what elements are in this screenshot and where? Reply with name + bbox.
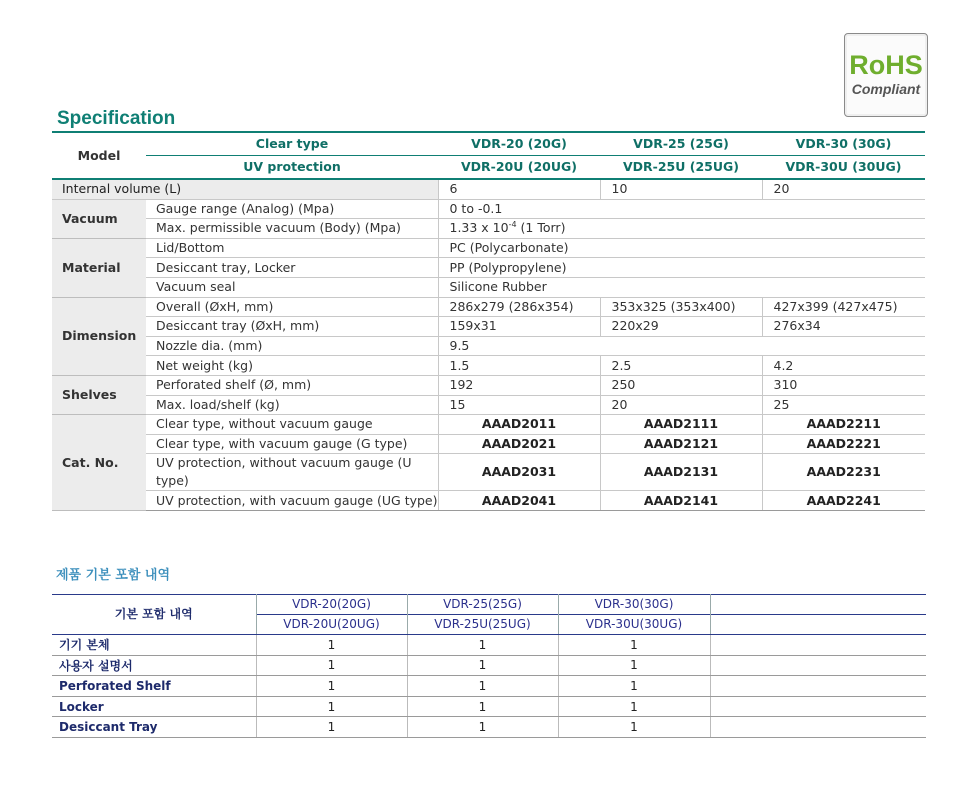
catno-value: AAAD2041 (438, 491, 600, 511)
included-corner-header: 기본 포함 내역 (52, 595, 256, 635)
included-qty: 1 (256, 655, 407, 676)
catno-label: Clear type, without vacuum gauge (146, 415, 438, 435)
dimension-group: Dimension (52, 297, 146, 375)
included-qty: 1 (407, 676, 558, 697)
table-row (52, 454, 925, 491)
table-row (52, 491, 925, 511)
material-value: Silicone Rubber (438, 277, 925, 297)
perforated-shelf-value: 192 (438, 375, 600, 395)
catno-value: AAAD2231 (762, 454, 925, 491)
included-model: VDR-25(25G) (407, 595, 558, 615)
vacuum-group: Vacuum (52, 199, 146, 238)
table-row (52, 238, 925, 258)
table-row (52, 655, 926, 676)
table-row (52, 434, 925, 454)
table-row (52, 199, 925, 219)
clear-type-header: Clear type (146, 132, 438, 156)
rohs-badge (844, 33, 928, 117)
catno-value: AAAD2121 (600, 434, 762, 454)
material-value: PP (Polypropylene) (438, 258, 925, 278)
specification-title: Specification (57, 108, 176, 129)
internal-volume-label: Internal volume (L) (52, 179, 438, 199)
included-empty-header (710, 615, 926, 635)
rohs-compliant-label: Compliant (851, 81, 921, 97)
gauge-range-value: 0 to -0.1 (438, 199, 925, 219)
weight-value: 1.5 (438, 356, 600, 376)
included-model: VDR-30(30G) (558, 595, 710, 615)
gauge-range-label: Gauge range (Analog) (Mpa) (146, 199, 438, 219)
material-group: Material (52, 238, 146, 297)
catno-label: UV protection, without vacuum gauge (U type) (146, 454, 438, 491)
table-row (52, 696, 926, 717)
model-vdr25u: VDR-25U (25UG) (600, 156, 762, 180)
perforated-shelf-label: Perforated shelf (Ø, mm) (146, 375, 438, 395)
material-label: Desiccant tray, Locker (146, 258, 438, 278)
table-row (52, 415, 925, 435)
uv-protection-header: UV protection (146, 156, 438, 180)
tray-value: 276x34 (762, 317, 925, 337)
catno-value: AAAD2241 (762, 491, 925, 511)
internal-volume-value: 6 (438, 179, 600, 199)
material-label: Vacuum seal (146, 277, 438, 297)
perforated-shelf-value: 250 (600, 375, 762, 395)
weight-value: 4.2 (762, 356, 925, 376)
max-vacuum-label: Max. permissible vacuum (Body) (Mpa) (146, 219, 438, 239)
included-qty: 1 (407, 635, 558, 656)
table-row (52, 258, 925, 278)
included-item: Perforated Shelf (52, 676, 256, 697)
included-model: VDR-20U(20UG) (256, 615, 407, 635)
catno-value: AAAD2131 (600, 454, 762, 491)
rohs-logo: RoHS (849, 50, 923, 80)
included-qty: 1 (256, 696, 407, 717)
model-vdr30u: VDR-30U (30UG) (762, 156, 925, 180)
included-qty: 1 (407, 696, 558, 717)
perforated-shelf-value: 310 (762, 375, 925, 395)
overall-value: 286x279 (286x354) (438, 297, 600, 317)
included-empty (710, 696, 926, 717)
max-vacuum-value: 1.33 x $10^{-4}$ (1 Torr) (438, 219, 925, 239)
overall-value: 427x399 (427x475) (762, 297, 925, 317)
table-row (52, 277, 925, 297)
included-qty: 1 (558, 717, 710, 738)
model-vdr20u: VDR-20U (20UG) (438, 156, 600, 180)
included-items-title: 제품 기본 포함 내역 (56, 568, 171, 583)
catno-label: UV protection, with vacuum gauge (UG type) (146, 491, 438, 511)
table-row (52, 676, 926, 697)
included-empty-header (710, 595, 926, 615)
included-qty: 1 (407, 717, 558, 738)
catno-value: AAAD2011 (438, 415, 600, 435)
tray-value: 220x29 (600, 317, 762, 337)
included-empty (710, 717, 926, 738)
max-load-label: Max. load/shelf (kg) (146, 395, 438, 415)
included-items-table (52, 594, 926, 738)
catno-value: AAAD2111 (600, 415, 762, 435)
tray-label: Desiccant tray (ØxH, mm) (146, 317, 438, 337)
included-qty: 1 (558, 696, 710, 717)
catno-label: Clear type, with vacuum gauge (G type) (146, 434, 438, 454)
tray-value: 159x31 (438, 317, 600, 337)
specification-table (52, 131, 925, 511)
included-qty: 1 (256, 717, 407, 738)
table-row (52, 297, 925, 317)
overall-label: Overall (ØxH, mm) (146, 297, 438, 317)
table-row (52, 635, 926, 656)
included-qty: 1 (256, 676, 407, 697)
internal-volume-value: 10 (600, 179, 762, 199)
included-qty: 1 (256, 635, 407, 656)
shelves-group: Shelves (52, 375, 146, 414)
material-label: Lid/Bottom (146, 238, 438, 258)
included-item: 사용자 설명서 (52, 655, 256, 676)
table-row (52, 179, 925, 199)
catno-value: AAAD2141 (600, 491, 762, 511)
internal-volume-value: 20 (762, 179, 925, 199)
included-empty (710, 655, 926, 676)
included-item: Locker (52, 696, 256, 717)
table-row (52, 317, 925, 337)
table-row (52, 356, 925, 376)
table-row (52, 219, 925, 239)
catno-value: AAAD2221 (762, 434, 925, 454)
max-load-value: 20 (600, 395, 762, 415)
overall-value: 353x325 (353x400) (600, 297, 762, 317)
included-empty (710, 635, 926, 656)
model-header: Model (52, 132, 146, 179)
weight-label: Net weight (kg) (146, 356, 438, 376)
included-model: VDR-30U(30UG) (558, 615, 710, 635)
nozzle-value: 9.5 (438, 336, 925, 356)
catno-value: AAAD2031 (438, 454, 600, 491)
max-load-value: 15 (438, 395, 600, 415)
model-vdr20: VDR-20 (20G) (438, 132, 600, 156)
included-qty: 1 (558, 676, 710, 697)
included-item: 기기 본체 (52, 635, 256, 656)
table-row (52, 336, 925, 356)
max-load-value: 25 (762, 395, 925, 415)
nozzle-label: Nozzle dia. (mm) (146, 336, 438, 356)
table-row (52, 395, 925, 415)
catno-group: Cat. No. (52, 415, 146, 511)
table-row (52, 717, 926, 738)
included-model: VDR-25U(25UG) (407, 615, 558, 635)
included-item: Desiccant Tray (52, 717, 256, 738)
catno-value: AAAD2211 (762, 415, 925, 435)
material-value: PC (Polycarbonate) (438, 238, 925, 258)
weight-value: 2.5 (600, 356, 762, 376)
table-row (52, 375, 925, 395)
model-vdr30: VDR-30 (30G) (762, 132, 925, 156)
included-qty: 1 (407, 655, 558, 676)
included-empty (710, 676, 926, 697)
included-qty: 1 (558, 635, 710, 656)
catno-value: AAAD2021 (438, 434, 600, 454)
included-qty: 1 (558, 655, 710, 676)
model-vdr25: VDR-25 (25G) (600, 132, 762, 156)
included-model: VDR-20(20G) (256, 595, 407, 615)
